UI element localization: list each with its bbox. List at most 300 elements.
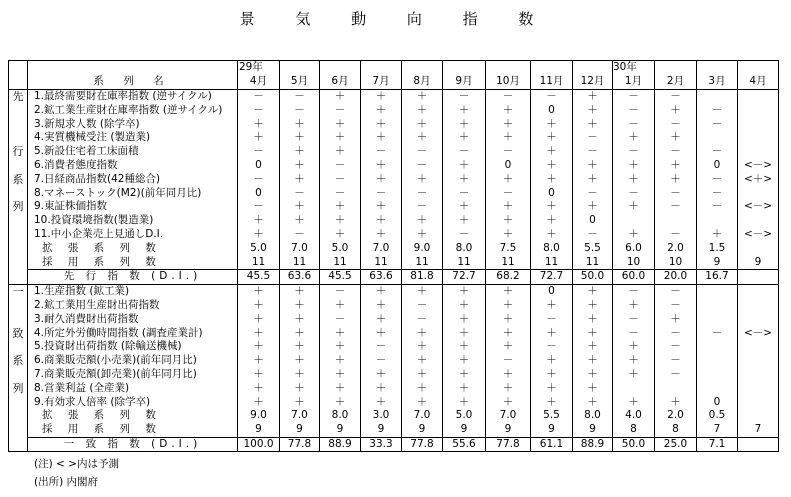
value-cell: ＋: [613, 395, 655, 409]
year-cell: [573, 61, 613, 75]
value-cell: [738, 381, 779, 395]
value-cell: ＋: [402, 117, 443, 131]
value-cell: 9.0: [402, 241, 443, 255]
series-name: 拡 張 系 列 数: [28, 241, 238, 255]
category-label: [9, 186, 28, 200]
value-cell: ＋: [361, 284, 402, 298]
value-cell: ＋: [238, 381, 280, 395]
value-cell: 7.0: [486, 409, 531, 423]
value-cell: ＋: [320, 214, 361, 228]
category-label: [9, 269, 28, 284]
year-cell: 30年: [613, 61, 655, 75]
value-cell: ＋: [443, 284, 486, 298]
value-cell: [697, 312, 738, 326]
year-header-row: [9, 61, 779, 75]
month-header: 9月: [443, 75, 486, 89]
series-name: 9.有効求人倍率 (除学卒): [28, 395, 238, 409]
value-cell: [697, 368, 738, 382]
value-cell: 6.0: [613, 241, 655, 255]
value-cell: ＋: [238, 284, 280, 298]
value-cell: [697, 299, 738, 313]
value-cell: [738, 340, 779, 354]
series-name: 11.中小企業売上見通しD.I.: [28, 228, 238, 242]
value-cell: 7: [738, 423, 779, 437]
value-cell: 8.0: [320, 409, 361, 423]
value-cell: 60.0: [613, 269, 655, 284]
value-cell: ＋: [655, 312, 697, 326]
value-cell: －: [361, 340, 402, 354]
value-cell: ＋: [238, 117, 280, 131]
series-name: 10.投資環境指数(製造業): [28, 214, 238, 228]
value-cell: <＋>: [738, 172, 779, 186]
value-cell: ＋: [486, 172, 531, 186]
value-cell: 0: [697, 395, 738, 409]
value-cell: ＋: [320, 354, 361, 368]
indicator-row: [9, 214, 779, 228]
value-cell: －: [486, 186, 531, 200]
indicator-row: [9, 381, 779, 395]
value-cell: 0: [531, 284, 573, 298]
value-cell: ＋: [320, 228, 361, 242]
adopted-row: [9, 255, 779, 269]
value-cell: 20.0: [655, 269, 697, 284]
value-cell: －: [402, 159, 443, 173]
value-cell: ＋: [573, 159, 613, 173]
value-cell: 45.5: [238, 269, 280, 284]
value-cell: 72.7: [443, 269, 486, 284]
value-cell: －: [613, 103, 655, 117]
category-label: 系: [9, 354, 28, 368]
value-cell: ＋: [486, 326, 531, 340]
value-cell: －: [697, 103, 738, 117]
value-cell: 33.3: [361, 437, 402, 452]
indicator-row: [9, 368, 779, 382]
value-cell: 1.5: [697, 241, 738, 255]
value-cell: －: [531, 312, 573, 326]
value-cell: ＋: [402, 326, 443, 340]
series-name: 1.生産指数 (鉱工業): [28, 284, 238, 298]
month-header: 8月: [402, 75, 443, 89]
value-cell: －: [486, 145, 531, 159]
value-cell: ＋: [280, 299, 320, 313]
value-cell: 0: [238, 186, 280, 200]
value-cell: 45.5: [320, 269, 361, 284]
category-label: 系: [9, 172, 28, 186]
value-cell: ＋: [613, 131, 655, 145]
value-cell: [738, 354, 779, 368]
value-cell: 50.0: [573, 269, 613, 284]
value-cell: ＋: [443, 312, 486, 326]
value-cell: [697, 284, 738, 298]
series-name: 採 用 系 列 数: [28, 255, 238, 269]
value-cell: ＋: [280, 200, 320, 214]
value-cell: [697, 340, 738, 354]
value-cell: 5.5: [531, 409, 573, 423]
value-cell: 25.0: [655, 437, 697, 452]
value-cell: ＋: [443, 172, 486, 186]
series-name: 5.新設住宅着工床面積: [28, 145, 238, 159]
value-cell: 50.0: [613, 437, 655, 452]
year-cell: 29年: [238, 61, 280, 75]
series-name: 一 致 指 数 (D.I.): [28, 437, 238, 452]
value-cell: ＋: [402, 131, 443, 145]
series-name: 9.東証株価指数: [28, 200, 238, 214]
value-cell: －: [655, 326, 697, 340]
value-cell: －: [238, 172, 280, 186]
indicator-row: [9, 340, 779, 354]
value-cell: [738, 368, 779, 382]
corner-cell: [9, 75, 28, 89]
month-header: 12月: [573, 75, 613, 89]
value-cell: [697, 381, 738, 395]
value-cell: －: [238, 200, 280, 214]
value-cell: ＋: [443, 326, 486, 340]
value-cell: －: [486, 89, 531, 103]
value-cell: ＋: [531, 200, 573, 214]
value-cell: ＋: [486, 340, 531, 354]
category-label: [9, 299, 28, 313]
value-cell: －: [320, 186, 361, 200]
indicator-row: [9, 159, 779, 173]
value-cell: [738, 437, 779, 452]
indicator-row: [9, 103, 779, 117]
value-cell: ＋: [280, 340, 320, 354]
value-cell: ＋: [402, 354, 443, 368]
expansion-row: [9, 409, 779, 423]
value-cell: ＋: [531, 326, 573, 340]
page-title: 景 気 動 向 指 数: [239, 10, 552, 28]
value-cell: 5.5: [573, 241, 613, 255]
value-cell: －: [655, 284, 697, 298]
value-cell: 7.1: [697, 437, 738, 452]
value-cell: －: [655, 354, 697, 368]
month-header: 7月: [361, 75, 402, 89]
value-cell: ＋: [320, 395, 361, 409]
value-cell: [613, 381, 655, 395]
value-cell: ＋: [280, 312, 320, 326]
indicator-row: [9, 145, 779, 159]
value-cell: [697, 354, 738, 368]
category-label: [9, 131, 28, 145]
value-cell: ＋: [280, 172, 320, 186]
value-cell: －: [655, 368, 697, 382]
month-header: 4月: [238, 75, 280, 89]
category-label: [9, 437, 28, 452]
category-label: [9, 368, 28, 382]
category-label: [9, 214, 28, 228]
value-cell: ＋: [443, 395, 486, 409]
value-cell: 7.0: [280, 241, 320, 255]
value-cell: ＋: [361, 312, 402, 326]
indicator-row: [9, 354, 779, 368]
series-name: 7.商業販売額(卸売業)(前年同月比): [28, 368, 238, 382]
value-cell: ＋: [443, 103, 486, 117]
value-cell: ＋: [238, 395, 280, 409]
value-cell: －: [613, 312, 655, 326]
value-cell: ＋: [361, 200, 402, 214]
series-name: 8.マネーストック(M2)(前年同月比): [28, 186, 238, 200]
value-cell: ＋: [573, 284, 613, 298]
value-cell: ＋: [320, 131, 361, 145]
value-cell: 77.8: [402, 437, 443, 452]
indicator-row: [9, 326, 779, 340]
value-cell: ＋: [443, 368, 486, 382]
value-cell: [738, 89, 779, 103]
value-cell: ＋: [280, 117, 320, 131]
value-cell: [738, 214, 779, 228]
value-cell: 11: [361, 255, 402, 269]
value-cell: ＋: [486, 395, 531, 409]
value-cell: 8: [613, 423, 655, 437]
value-cell: ＋: [361, 299, 402, 313]
value-cell: [655, 381, 697, 395]
category-label: [9, 395, 28, 409]
value-cell: －: [697, 117, 738, 131]
value-cell: [738, 269, 779, 284]
value-cell: ＋: [486, 214, 531, 228]
value-cell: ＋: [531, 117, 573, 131]
value-cell: 4.0: [613, 409, 655, 423]
value-cell: 9: [697, 255, 738, 269]
value-cell: ＋: [531, 131, 573, 145]
value-cell: 11: [320, 255, 361, 269]
value-cell: [738, 284, 779, 298]
category-label: [9, 103, 28, 117]
value-cell: －: [573, 131, 613, 145]
value-cell: ＋: [238, 354, 280, 368]
value-cell: 11: [402, 255, 443, 269]
value-cell: ＋: [320, 381, 361, 395]
value-cell: ＋: [613, 299, 655, 313]
value-cell: －: [361, 354, 402, 368]
value-cell: ＋: [402, 381, 443, 395]
value-cell: －: [361, 186, 402, 200]
value-cell: [738, 117, 779, 131]
value-cell: 7.5: [486, 241, 531, 255]
series-name: 1.最終需要財在庫率指数 (逆サイクル): [28, 89, 238, 103]
series-name: 2.鉱工業生産財在庫率指数 (逆サイクル): [28, 103, 238, 117]
corner-cell: [9, 61, 28, 75]
value-cell: ＋: [573, 326, 613, 340]
indicator-row: [9, 89, 779, 103]
value-cell: <－>: [738, 228, 779, 242]
value-cell: ＋: [443, 159, 486, 173]
value-cell: ＋: [361, 103, 402, 117]
value-cell: －: [613, 326, 655, 340]
value-cell: 11: [573, 255, 613, 269]
value-cell: ＋: [531, 228, 573, 242]
value-cell: ＋: [443, 340, 486, 354]
category-label: [9, 409, 28, 423]
value-cell: 0.5: [697, 409, 738, 423]
series-name: 5.投資財出荷指数 (除輸送機械): [28, 340, 238, 354]
value-cell: ＋: [238, 340, 280, 354]
series-header: 系 列 名: [28, 75, 238, 89]
value-cell: －: [613, 186, 655, 200]
value-cell: －: [655, 200, 697, 214]
value-cell: 11: [443, 255, 486, 269]
value-cell: ＋: [613, 228, 655, 242]
value-cell: ＋: [320, 200, 361, 214]
category-label: [9, 340, 28, 354]
value-cell: ＋: [320, 145, 361, 159]
value-cell: ＋: [613, 340, 655, 354]
value-cell: ＋: [443, 117, 486, 131]
value-cell: ＋: [320, 326, 361, 340]
value-cell: 81.8: [402, 269, 443, 284]
value-cell: ＋: [280, 326, 320, 340]
value-cell: ＋: [361, 117, 402, 131]
value-cell: ＋: [655, 172, 697, 186]
di-table: [8, 60, 779, 452]
value-cell: 88.9: [320, 437, 361, 452]
note-source: (出所) 内閣府: [34, 476, 99, 488]
value-cell: 9.0: [238, 409, 280, 423]
indicator-row: [9, 284, 779, 298]
series-name: 拡 張 系 列 数: [28, 409, 238, 423]
value-cell: －: [655, 299, 697, 313]
value-cell: 5.0: [443, 409, 486, 423]
value-cell: －: [655, 89, 697, 103]
value-cell: ＋: [280, 284, 320, 298]
value-cell: －: [613, 284, 655, 298]
value-cell: －: [320, 284, 361, 298]
month-header: 4月: [738, 75, 779, 89]
value-cell: －: [697, 145, 738, 159]
value-cell: ＋: [613, 159, 655, 173]
value-cell: 68.2: [486, 269, 531, 284]
value-cell: ＋: [573, 299, 613, 313]
indicator-row: [9, 395, 779, 409]
value-cell: ＋: [280, 381, 320, 395]
value-cell: ＋: [443, 214, 486, 228]
category-label: 一: [9, 284, 28, 298]
value-cell: －: [697, 326, 738, 340]
value-cell: 9: [280, 423, 320, 437]
value-cell: ＋: [238, 368, 280, 382]
series-name: 6.商業販売額(小売業)(前年同月比): [28, 354, 238, 368]
value-cell: ＋: [402, 368, 443, 382]
year-cell: [443, 61, 486, 75]
note-forecast: (注) < >内は予測: [34, 458, 119, 470]
value-cell: 8.0: [443, 241, 486, 255]
value-cell: －: [402, 200, 443, 214]
value-cell: ＋: [531, 214, 573, 228]
value-cell: ＋: [573, 103, 613, 117]
month-header: 11月: [531, 75, 573, 89]
indicator-row: [9, 172, 779, 186]
value-cell: ＋: [655, 159, 697, 173]
value-cell: ＋: [361, 131, 402, 145]
series-name: 2.鉱工業用生産財出荷指数: [28, 299, 238, 313]
category-label: [9, 312, 28, 326]
value-cell: －: [655, 228, 697, 242]
value-cell: ＋: [531, 145, 573, 159]
value-cell: －: [238, 103, 280, 117]
value-cell: －: [402, 299, 443, 313]
value-cell: ＋: [531, 368, 573, 382]
value-cell: 11: [486, 255, 531, 269]
series-name: 3.新規求人数 (除学卒): [28, 117, 238, 131]
value-cell: 9: [402, 423, 443, 437]
value-cell: 9: [573, 423, 613, 437]
value-cell: 77.8: [280, 437, 320, 452]
value-cell: [738, 103, 779, 117]
value-cell: ＋: [531, 354, 573, 368]
value-cell: ＋: [361, 368, 402, 382]
value-cell: 9: [320, 423, 361, 437]
value-cell: －: [655, 340, 697, 354]
category-label: 行: [9, 145, 28, 159]
value-cell: [738, 312, 779, 326]
value-cell: －: [280, 228, 320, 242]
value-cell: ＋: [573, 381, 613, 395]
month-header: 2月: [655, 75, 697, 89]
value-cell: －: [697, 200, 738, 214]
value-cell: －: [320, 312, 361, 326]
value-cell: [738, 409, 779, 423]
month-header: 3月: [697, 75, 738, 89]
value-cell: [697, 131, 738, 145]
value-cell: ＋: [531, 159, 573, 173]
value-cell: ＋: [402, 340, 443, 354]
di-row: [9, 269, 779, 284]
category-label: [9, 117, 28, 131]
value-cell: ＋: [280, 354, 320, 368]
value-cell: ＋: [531, 381, 573, 395]
indicator-row: [9, 228, 779, 242]
year-cell: [531, 61, 573, 75]
value-cell: 0: [238, 159, 280, 173]
value-cell: －: [238, 145, 280, 159]
value-cell: －: [655, 117, 697, 131]
value-cell: ＋: [443, 131, 486, 145]
value-cell: ＋: [486, 368, 531, 382]
value-cell: ＋: [613, 172, 655, 186]
value-cell: ＋: [280, 145, 320, 159]
series-name: 先 行 指 数 (D.I.): [28, 269, 238, 284]
value-cell: －: [655, 186, 697, 200]
year-cell: [486, 61, 531, 75]
value-cell: ＋: [280, 395, 320, 409]
value-cell: －: [531, 340, 573, 354]
value-cell: －: [443, 186, 486, 200]
category-label: [9, 228, 28, 242]
series-name: 6.消費者態度指数: [28, 159, 238, 173]
year-cell: [697, 61, 738, 75]
value-cell: 0: [531, 103, 573, 117]
value-cell: －: [402, 312, 443, 326]
value-cell: ＋: [655, 395, 697, 409]
indicator-row: [9, 200, 779, 214]
value-cell: ＋: [361, 172, 402, 186]
value-cell: [613, 214, 655, 228]
value-cell: 9: [486, 423, 531, 437]
value-cell: ＋: [486, 299, 531, 313]
value-cell: ＋: [573, 89, 613, 103]
value-cell: 72.7: [531, 269, 573, 284]
value-cell: 11: [238, 255, 280, 269]
value-cell: <－>: [738, 159, 779, 173]
value-cell: －: [573, 186, 613, 200]
value-cell: ＋: [655, 131, 697, 145]
value-cell: <－>: [738, 200, 779, 214]
value-cell: －: [486, 354, 531, 368]
value-cell: [738, 131, 779, 145]
value-cell: ＋: [320, 89, 361, 103]
month-header: 10月: [486, 75, 531, 89]
value-cell: ＋: [402, 89, 443, 103]
